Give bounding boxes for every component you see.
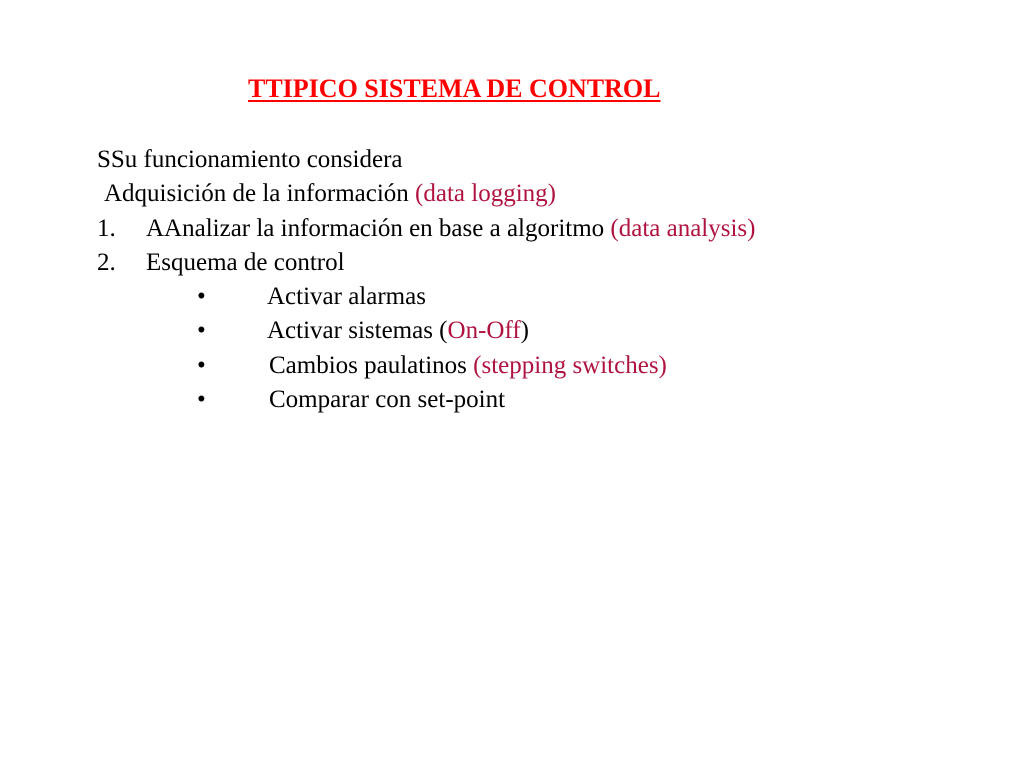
bullet-item-3 (269, 351, 667, 381)
acquisition-text: Adquisición de la información (104, 180, 416, 207)
numbered-item-text: Esquema de control (146, 249, 345, 276)
bullet-icon: • (197, 352, 206, 379)
bullet-item-1 (267, 282, 426, 312)
bullet-item-text: Activar alarmas (267, 283, 426, 310)
bullet-icon: • (197, 283, 206, 310)
bullet-item-2 (267, 316, 529, 346)
bullet-item-text: Cambios paulatinos (269, 352, 474, 379)
numbered-item-text: AAnalizar la información en base a algoritmo (146, 215, 611, 242)
bullet-icon: • (197, 386, 206, 413)
bullet-item-tail: ) (520, 317, 529, 344)
acquisition-line (104, 179, 556, 209)
numbered-item-1 (97, 214, 756, 244)
slide-title: TTIPICO SISTEMA DE CONTROL (248, 74, 661, 103)
acquisition-highlight: (data logging) (415, 180, 556, 207)
item-number: 1. (97, 215, 116, 242)
numbered-item-2 (97, 248, 345, 278)
item-number: 2. (97, 249, 116, 276)
bullet-item-highlight: (stepping switches) (473, 352, 667, 379)
bullet-item-text: Comparar con set-point (269, 386, 506, 413)
intro-line: SSu funcionamiento considera (97, 146, 403, 173)
bullet-icon: • (197, 317, 206, 344)
numbered-item-highlight: (data analysis) (610, 215, 756, 242)
bullet-item-text: Activar sistemas ( (267, 317, 448, 344)
bullet-item-4 (269, 385, 505, 415)
bullet-item-highlight: On-Off (447, 317, 521, 344)
